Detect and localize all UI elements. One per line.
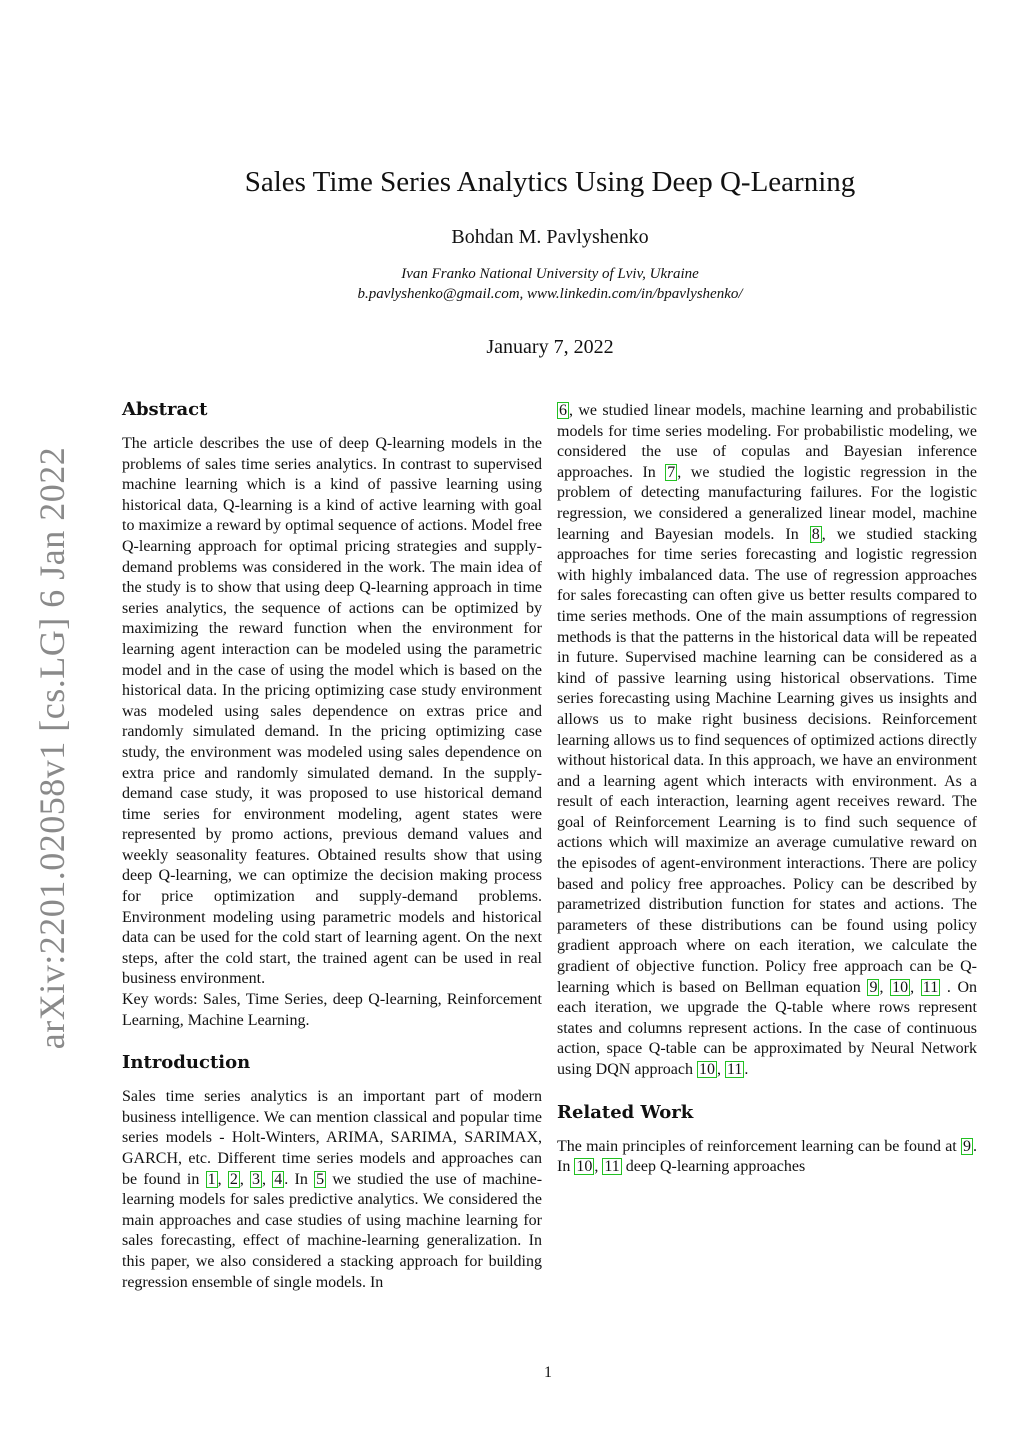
citation-link[interactable]: 11: [922, 978, 939, 996]
introduction-heading: Introduction: [122, 1052, 251, 1074]
citation-link[interactable]: 11: [726, 1061, 743, 1078]
citation-link[interactable]: 3: [252, 1170, 261, 1188]
page-number: 1: [544, 1364, 552, 1381]
related-work-heading: Related Work: [557, 1101, 694, 1123]
abstract-text: The article describes the use of deep Q-learning models in the problems of sales time series analytics. In contrast to supervised machine learning which is a kind of passive learning using historical data, Q-learning is a kind of active learning with goal to maximize a reward by optimal sequence of actions. Model free Q-learning approach for optimal pricing strategies and supply-demand problems was considered in the work. The main idea of the study is to show that using deep Q-learning approach in time series analytics, the sequence of actions can be optimized by maximizing the reward function when the environment for learning agent interaction can be modeled using the parametric model and in the case of using the model which is based on the historical data. In the pricing optimizing case study environment was modeled using sales dependence on extras price and randomly simulated demand. In the pricing optimizing case study, the environment was modeled using sales dependence on extra price and randomly simulated demand. In the supply-demand case study, it was proposed to use historical demand time series for environment modeling, agent states were represented by promo actions, previous demand values and weekly seasonality features. Obtained results show that using deep Q-learning, we can optimize the decision making process for price optimization and supply-demand problems. Environment modeling using parametric models and historical data can be used for the cold start of learning agent. On the next steps, after the cold start, the trained agent can be used in real business environment.: [122, 435, 542, 988]
related-text-part: . In: [557, 1137, 978, 1176]
related-text-part: deep Q-learning approaches: [625, 1158, 806, 1176]
paper-title: Sales Time Series Analytics Using Deep Q-Learning: [244, 166, 856, 198]
author-affiliation-block: [0, 264, 1024, 304]
affiliation: Ivan Franko National University of Lviv, Ukraine: [401, 266, 699, 282]
author-name: Bohdan M. Pavlyshenko: [451, 226, 649, 248]
keywords: Key words: Sales, Time Series, deep Q-learning, Reinforcement Learning, Machine Learning.: [122, 991, 542, 1029]
intro-text-part: .: [744, 1061, 749, 1078]
citation-link[interactable]: 9: [869, 978, 878, 996]
intro-text-part: Sales time series analytics is an important part of modern business intelligence. We can mention classical and popular time series models - Holt-Winters, ARIMA, SARIMA, SARIMAX, GARCH, etc. Different time series models and approaches can be found in: [122, 1088, 542, 1188]
left-column: [122, 398, 542, 1293]
introduction-text: Sales time series analytics is an important part of modern business intelligence. We can mention classical and popular time series models - Holt-Winters, ARIMA, SARIMA, SARIMAX, GARCH, etc. Different time series models and approaches can be found in 1 , 2 , 3 , 4 . In 5 we studied the use of machine-learning models for sales predictive analytics. We considered the main approaches and case studies of using machine learning for sales forecasting, effect of machine-learning generalization. In this paper, we also considered a stacking approach for building regression ensemble of single models. In: [122, 1088, 543, 1291]
intro-text-part: . On each iteration, we upgrade the Q-table where rows represent states and columns represent actions. In the case of continuous action, space Q-table can be approximated by Neural Network using DQN approach: [557, 978, 978, 1078]
intro-text-part: , we studied the logistic regression in the problem of detecting manufacturing failures. For the logistic regression, we considered a generalized linear model, machine learning and Bayesian models. In: [557, 463, 978, 543]
publication-date: January 7, 2022: [486, 336, 614, 358]
citation-link[interactable]: 11: [604, 1158, 620, 1176]
citation-link[interactable]: 1: [207, 1170, 216, 1188]
citation-link[interactable]: 10: [892, 978, 909, 996]
intro-text-part: , we studied linear models, machine learning and probabilistic models for time series modeling. For probabilistic modeling, we considered the use of copulas and Bayesian inference approaches. In: [557, 402, 977, 481]
intro-text-part: . In: [284, 1170, 308, 1188]
contact-line: b.pavlyshenko@gmail.com, www.linkedin.com/in/bpavlyshenko/: [357, 286, 743, 302]
citation-link[interactable]: 5: [316, 1170, 325, 1188]
related-work-text: The main principles of reinforcement learning can be found at 9 . In 10 , 11 deep Q-learning approaches: [557, 1137, 978, 1176]
citation-link[interactable]: 10: [698, 1061, 715, 1078]
abstract-heading: Abstract: [122, 399, 208, 420]
related-text-part: The main principles of reinforcement learning can be found at: [557, 1137, 957, 1155]
citation-link[interactable]: 8: [811, 525, 820, 543]
citation-link[interactable]: 10: [576, 1158, 593, 1176]
introduction-continued: 6 , we studied linear models, machine learning and probabilistic models for time series modeling. For probabilistic modeling, we considered the use of copulas and Bayesian inference approaches. In 7 , we studied the logistic regression in the problem of detecting manufacturing failures. For the logistic regression, we considered a generalized linear model, machine learning and Bayesian models. In 8 , we studied stacking approaches for time series forecasting and logistic regression with highly imbalanced data. The use of regression approaches for sales forecasting can often give us better results compared to time series methods. One of the main assumptions of regression methods is that the patterns in the historical data will be repeated in future. Supervised machine learning can be considered as a kind of passive learning using historical observations. Time series forecasting using Machine Learning gives us insights and allows us to make right business decisions. Reinforcement learning allows us to find sequences of optimized actions directly without historical data. In this approach, we have an environment and a learning agent which interacts with environment. As a result of each interaction, learning agent receives reward. The goal of Reinforcement Learning is to find such sequence of actions which will maximize an average cumulative reward on the episodes of agent-environment interactions. There are policy based and policy free approaches. Policy can be described by parametrized distribution function for states and actions. The parameters of these distributions can be found using policy gradient approach where on each iteration, we calculate the gradient of objective function. Policy free approach can be Q-learning which is based on Bellman equation 9 , 10 , 11 . On each iteration, we upgrade the Q-table where rows represent states and columns represent actions. In the case of continuous action, space Q-table can be approximated by Neural Network using DQN approach 10 , 11 .: [557, 402, 978, 1078]
citation-link[interactable]: 2: [229, 1170, 238, 1188]
citation-link[interactable]: 7: [667, 463, 676, 481]
citation-link[interactable]: 6: [559, 402, 567, 419]
citation-link[interactable]: 4: [274, 1170, 283, 1188]
citation-link[interactable]: 9: [963, 1137, 972, 1155]
intro-text-part: we studied the use of machine-learning models for sales predictive analytics. We considered the main approaches and case studies of using machine learning for sales forecasting, effect of machine-learning generalization. In this paper, we also considered a stacking approach for building regression ensemble of single models. In: [122, 1170, 543, 1291]
right-column: [557, 401, 977, 1178]
intro-text-part: , we studied stacking approaches for time series forecasting and logistic regression with highly imbalanced data. The use of regression approaches for sales forecasting can often give us better results compared to time series methods. One of the main assumptions of regression methods is that the patterns in the historical data will be repeated in future. Supervised machine learning can be considered as a kind of passive learning using historical observations. Time series forecasting using Machine Learning gives us insights and allows us to make right business decisions. Reinforcement learning allows us to find sequences of optimized actions directly without historical data. In this approach, we have an environment and a learning agent which interacts with environment. As a result of each interaction, learning agent receives reward. The goal of Reinforcement Learning is to find such sequence of actions which will maximize an average cumulative reward on the episodes of agent-environment interactions. There are policy based and policy free approaches. Policy can be described by parametrized distribution function for states and actions. The parameters of these distributions can be found using policy gradient approach where on each iteration, we calculate the gradient of objective function. Policy free approach can be Q-learning which is based on Bellman equation: [557, 525, 978, 996]
arxiv-identifier-stamp: arXiv:2201.02058v1 [cs.LG] 6 Jan 2022: [32, 446, 72, 1050]
